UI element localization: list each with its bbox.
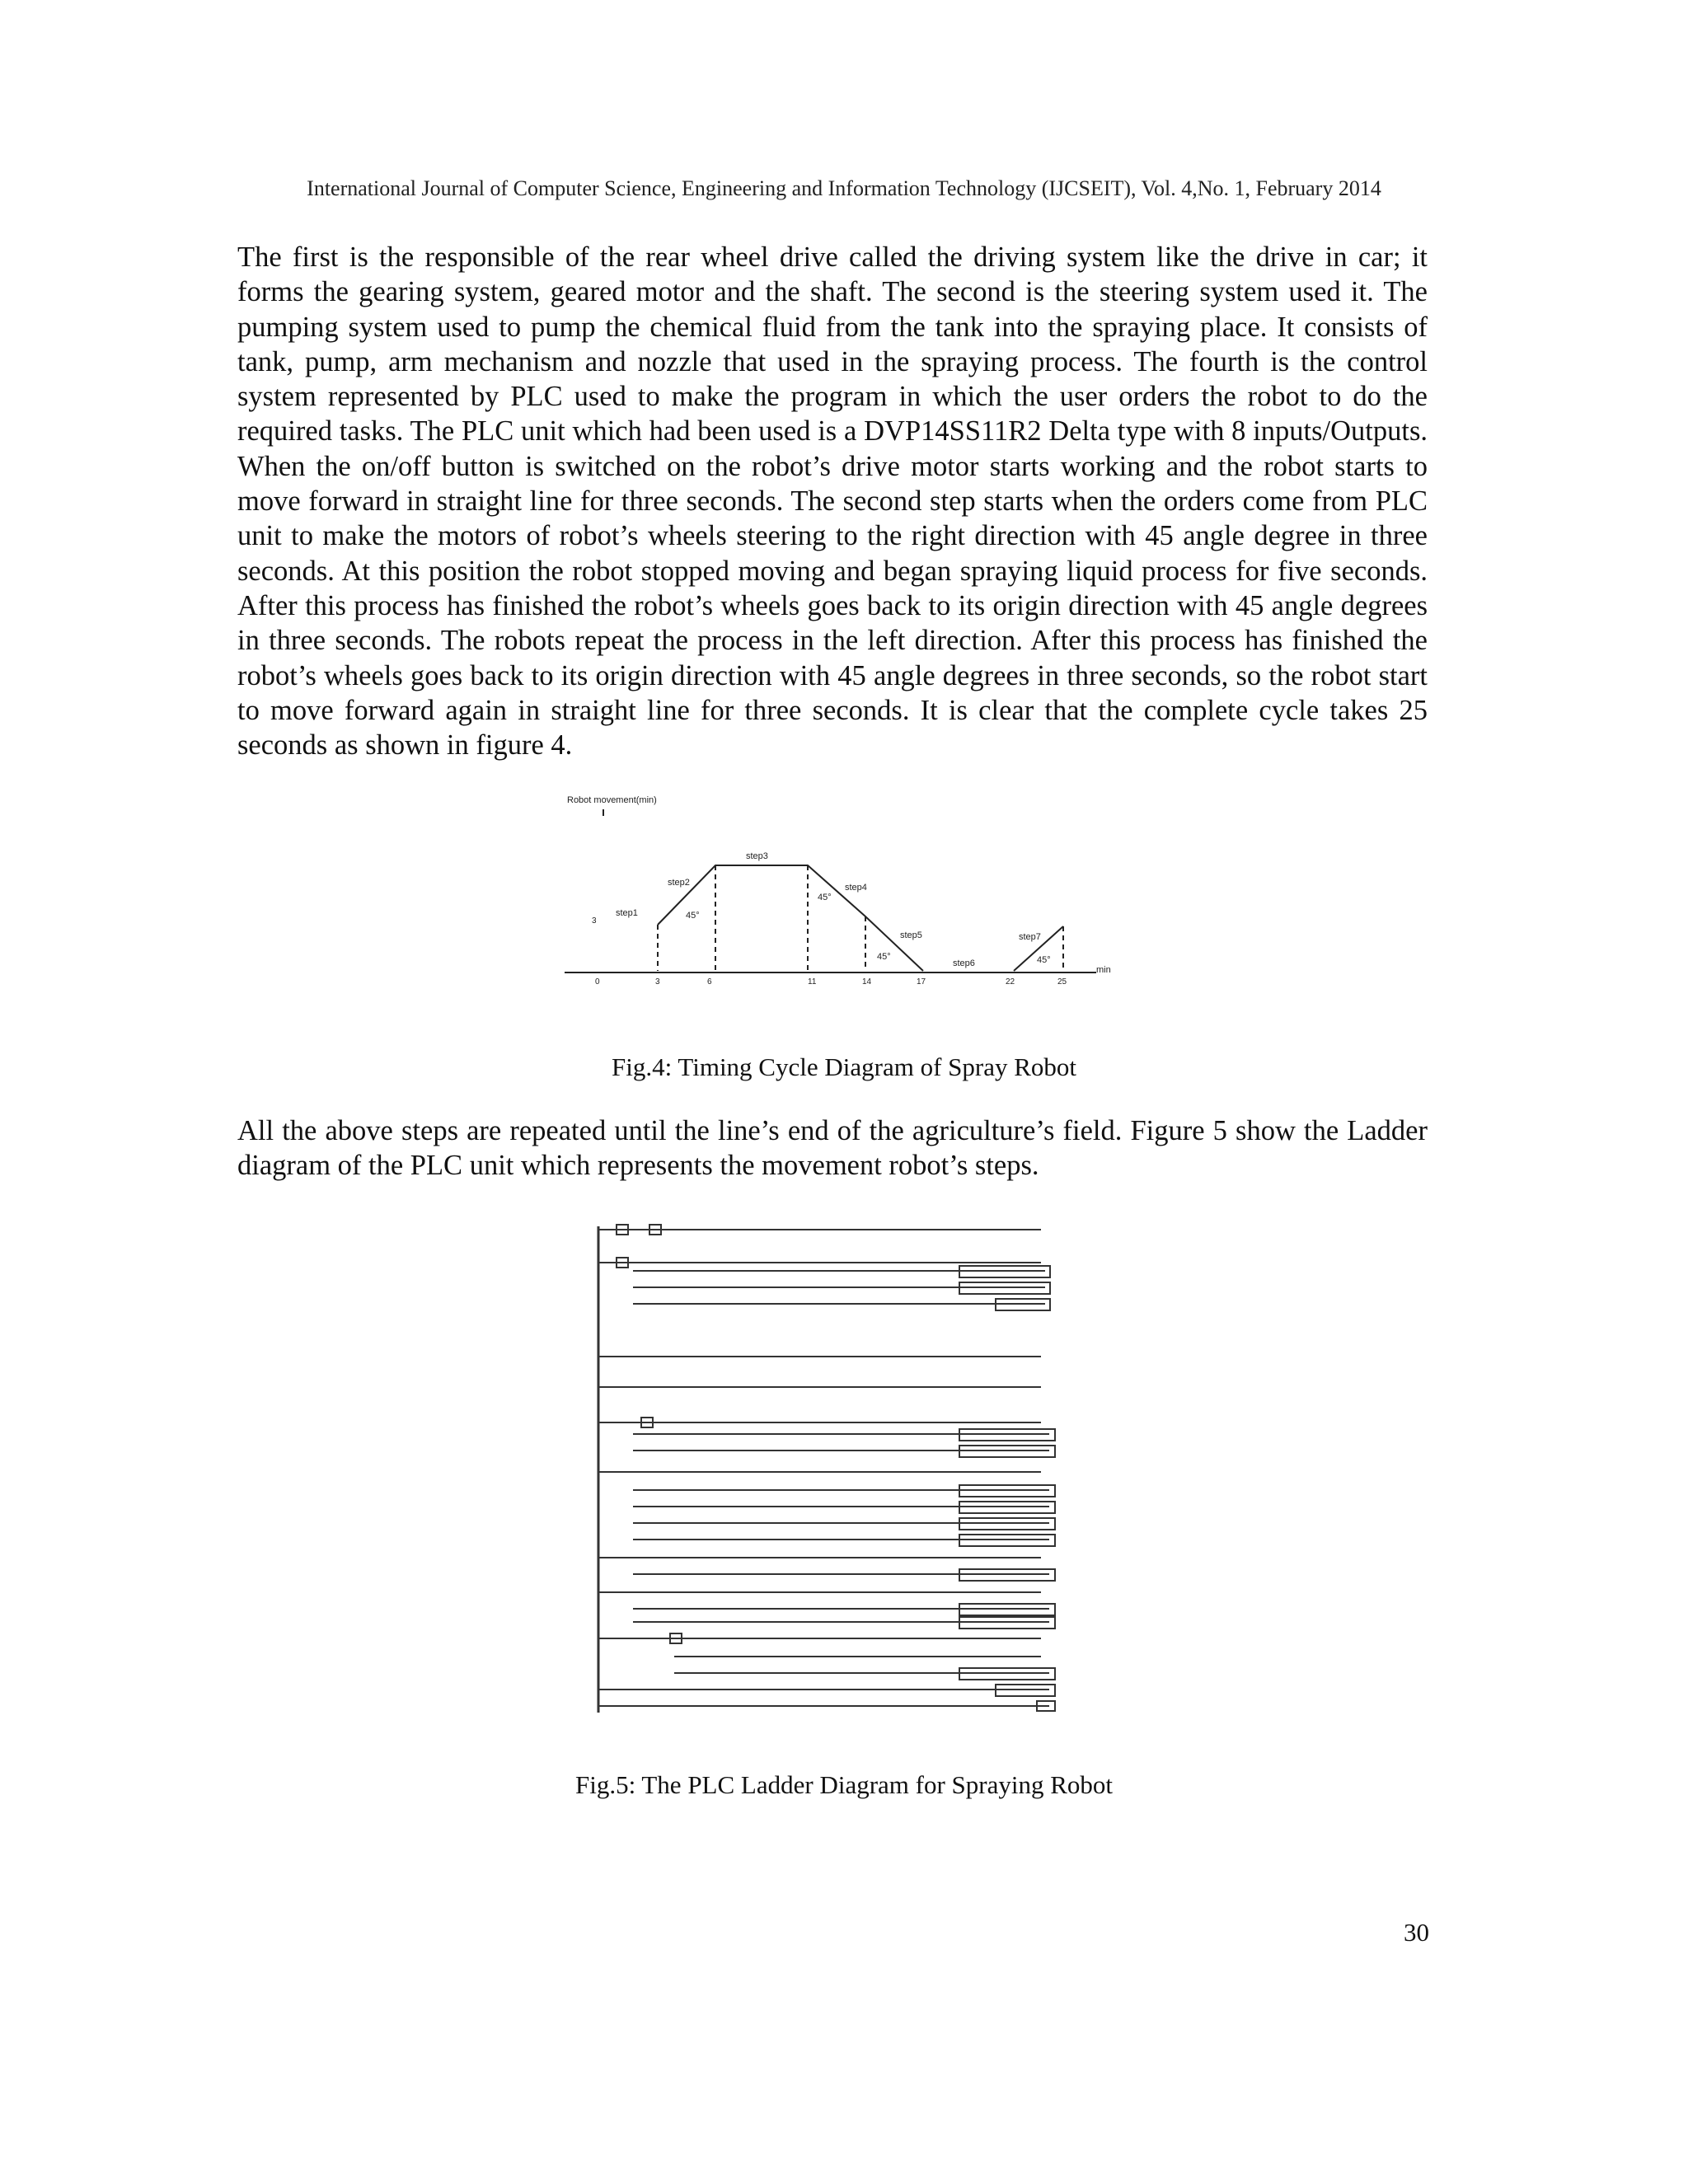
running-header: International Journal of Computer Science, Engineering and Information Technology (IJCSEIT), Vol. 4,No. 1, February 2014	[307, 176, 1381, 200]
y-tick-3: 3	[592, 916, 597, 926]
x-tick-11: 11	[808, 977, 817, 987]
angle-label-step7: 45°	[1037, 955, 1051, 965]
x-tick-25: 25	[1057, 977, 1067, 987]
body-paragraph-1: The first is the responsible of the rear wheel drive called the driving system like the drive in car; it forms the gearing system, geared motor and the shaft. The second is the steering system used it. The pumping system used to pump the chemical fluid from the tank into the spraying place. It consists of tank, pump, arm mechanism and nozzle that used in the spraying process. The fourth is the control system represented by PLC used to make the program in which the user orders the robot to do the required tasks. The PLC unit which had been used is a DVP14SS11R2 Delta type with 8 inputs/Outputs. When the on/off button is switched on the robot’s drive motor starts working and the robot starts to move forward in straight line for three seconds. The second step starts when the orders come from PLC unit to make the motors of robot’s wheels steering to the right direction with 45 angle degree in three seconds. At this position the robot stopped moving and began spraying liquid process for five seconds. After this process has finished the robot’s wheels goes back to its origin direction with 45 angle degrees in three seconds. The robots repeat the process in the left direction. After this process has finished the robot’s wheels goes back to its origin direction with 45 angle degrees in three seconds, so the robot start to move forward again in straight line for three seconds. It is clear that the complete cycle takes 25 seconds as shown in figure 4.	[237, 241, 1428, 762]
step-label-3: step3	[746, 851, 768, 861]
step-label-5: step5	[900, 930, 922, 940]
y-axis-label: Robot movement(min)	[567, 795, 657, 805]
x-tick-6: 6	[707, 977, 712, 987]
step-label-6: step6	[953, 958, 975, 968]
x-tick-22: 22	[1006, 977, 1015, 987]
figure-5-caption: Fig.5: The PLC Ladder Diagram for Spraying Robot	[574, 1770, 1114, 1799]
x-tick-3: 3	[655, 977, 660, 987]
step-label-2: step2	[668, 878, 690, 888]
x-tick-0: 0	[595, 977, 600, 987]
figure-4-caption: Fig.4: Timing Cycle Diagram of Spray Robot	[611, 1052, 1077, 1081]
x-tick-14: 14	[862, 977, 872, 987]
step-label-7: step7	[1019, 932, 1041, 942]
page-number: 30	[1404, 1918, 1429, 1947]
angle-label-step5: 45°	[877, 952, 891, 962]
body-paragraph-2: All the above steps are repeated until the line’s end of the agriculture’s field. Figure 5 show the Ladder diagram of the PLC unit which represents the movement robot’s steps.	[237, 1115, 1428, 1182]
step-label-4: step4	[845, 883, 867, 893]
timing-cycle-diagram	[560, 793, 1121, 999]
ladder-rungs	[598, 1225, 1055, 1711]
angle-label-step4: 45°	[818, 893, 832, 902]
plc-ladder-diagram	[592, 1218, 1095, 1717]
angle-label-step2: 45°	[686, 911, 700, 921]
step-label-1: step1	[616, 908, 638, 918]
x-axis-label: min	[1096, 965, 1111, 975]
x-tick-17: 17	[917, 977, 926, 987]
